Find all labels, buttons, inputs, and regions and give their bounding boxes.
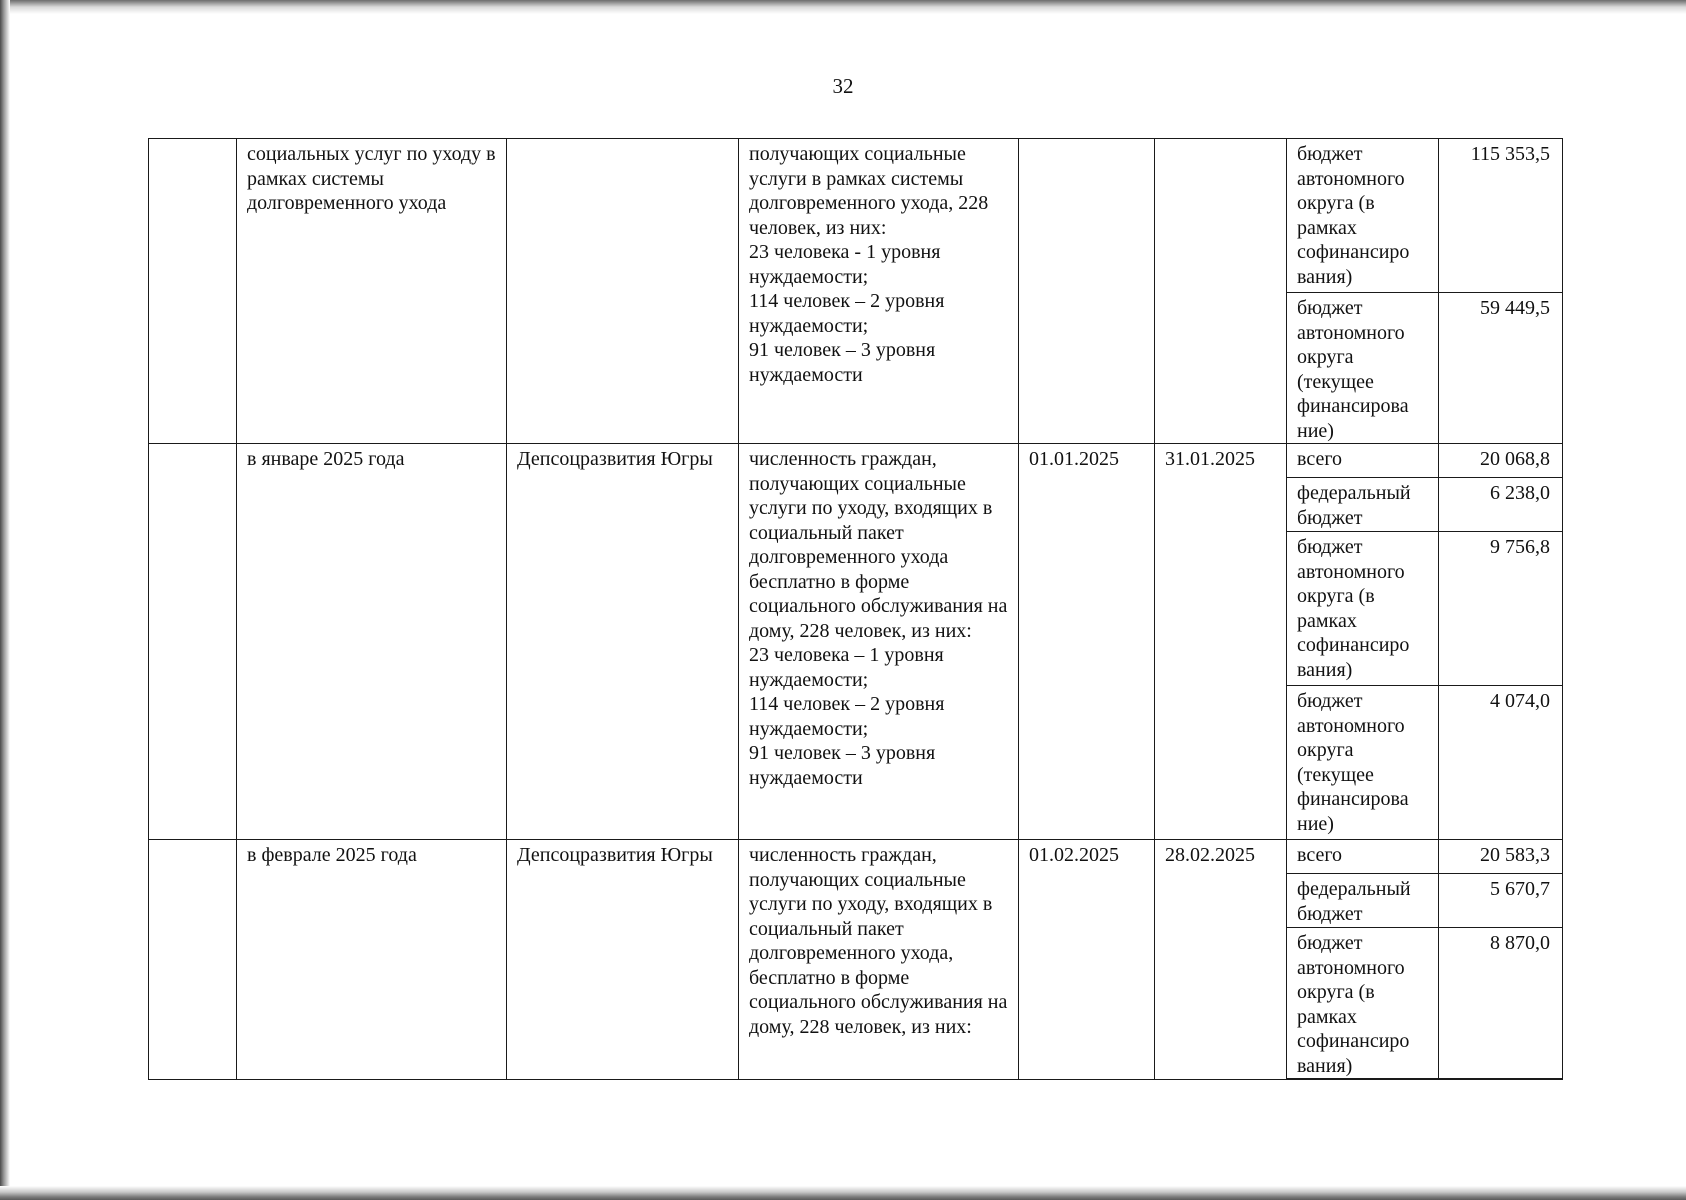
finance-amount-cell: 5 670,7 (1439, 874, 1563, 928)
start-date-cell: 01.02.2025 (1019, 840, 1155, 1080)
page-number: 32 (832, 74, 854, 98)
scan-edge-left (0, 0, 10, 1200)
finance-amount-cell: 20 068,8 (1439, 444, 1563, 478)
finance-amount-cell: 4 074,0 (1439, 686, 1563, 840)
finance-source-cell: федеральный бюджет (1287, 478, 1439, 532)
end-date-cell: 31.01.2025 (1155, 444, 1287, 840)
indicator-cell: численность граждан, получающих социальные услуги по уходу, входящих в социальный пакет долговременного ухода, бесплатно в форме социального обслуживания на дому, 228 человек, из них: (739, 840, 1019, 1080)
measure-cell: в январе 2025 года (237, 444, 507, 840)
finance-source-cell: бюджет автономного округа (текущее финансирова ние) (1287, 293, 1439, 444)
measure-cell: в феврале 2025 года (237, 840, 507, 1080)
finance-source-cell: бюджет автономного округа (в рамках софинансиро вания) (1287, 532, 1439, 686)
finance-source-cell: федеральный бюджет (1287, 874, 1439, 928)
indicator-cell: численность граждан, получающих социальные услуги по уходу, входящих в социальный пакет долговременного ухода бесплатно в форме социального обслуживания на дому, 228 человек, из них: 23 человека – 1 уровня нуждаемости; 114 человек – 2 уровня нуждаемости; 91 человек – 3 уровня нуждаемости (739, 444, 1019, 840)
finance-amount-cell: 59 449,5 (1439, 293, 1563, 444)
number-cell (149, 840, 237, 1080)
finance-source-cell: бюджет автономного округа (текущее финансирова ние) (1287, 686, 1439, 840)
finance-source-cell: бюджет автономного округа (в рамках софинансиро вания) (1287, 928, 1439, 1080)
table-row (149, 840, 1563, 874)
end-date-cell (1155, 139, 1287, 444)
finance-amount-cell: 9 756,8 (1439, 532, 1563, 686)
executor-cell: Депсоцразвития Югры (507, 840, 739, 1080)
start-date-cell (1019, 139, 1155, 444)
activities-table (148, 138, 1563, 1080)
finance-amount-cell: 115 353,5 (1439, 139, 1563, 293)
finance-source-cell: всего (1287, 444, 1439, 478)
table-row (149, 444, 1563, 478)
scan-edge-bottom (0, 1186, 1686, 1200)
table-row (149, 139, 1563, 293)
executor-cell (507, 139, 739, 444)
finance-source-cell: всего (1287, 840, 1439, 874)
executor-cell: Депсоцразвития Югры (507, 444, 739, 840)
number-cell (149, 444, 237, 840)
finance-source-cell: бюджет автономного округа (в рамках софинансиро вания) (1287, 139, 1439, 293)
finance-amount-cell: 20 583,3 (1439, 840, 1563, 874)
indicator-cell: получающих социальные услуги в рамках системы долговременного ухода, 228 человек, из них: 23 человека - 1 уровня нуждаемости; 114 человек – 2 уровня нуждаемости; 91 человек – 3 уровня нуждаемости (739, 139, 1019, 444)
finance-amount-cell: 6 238,0 (1439, 478, 1563, 532)
end-date-cell: 28.02.2025 (1155, 840, 1287, 1080)
finance-amount-cell: 8 870,0 (1439, 928, 1563, 1080)
scan-edge-top (0, 0, 1686, 14)
number-cell (149, 139, 237, 444)
start-date-cell: 01.01.2025 (1019, 444, 1155, 840)
measure-cell: социальных услуг по уходу в рамках системы долговременного ухода (237, 139, 507, 444)
